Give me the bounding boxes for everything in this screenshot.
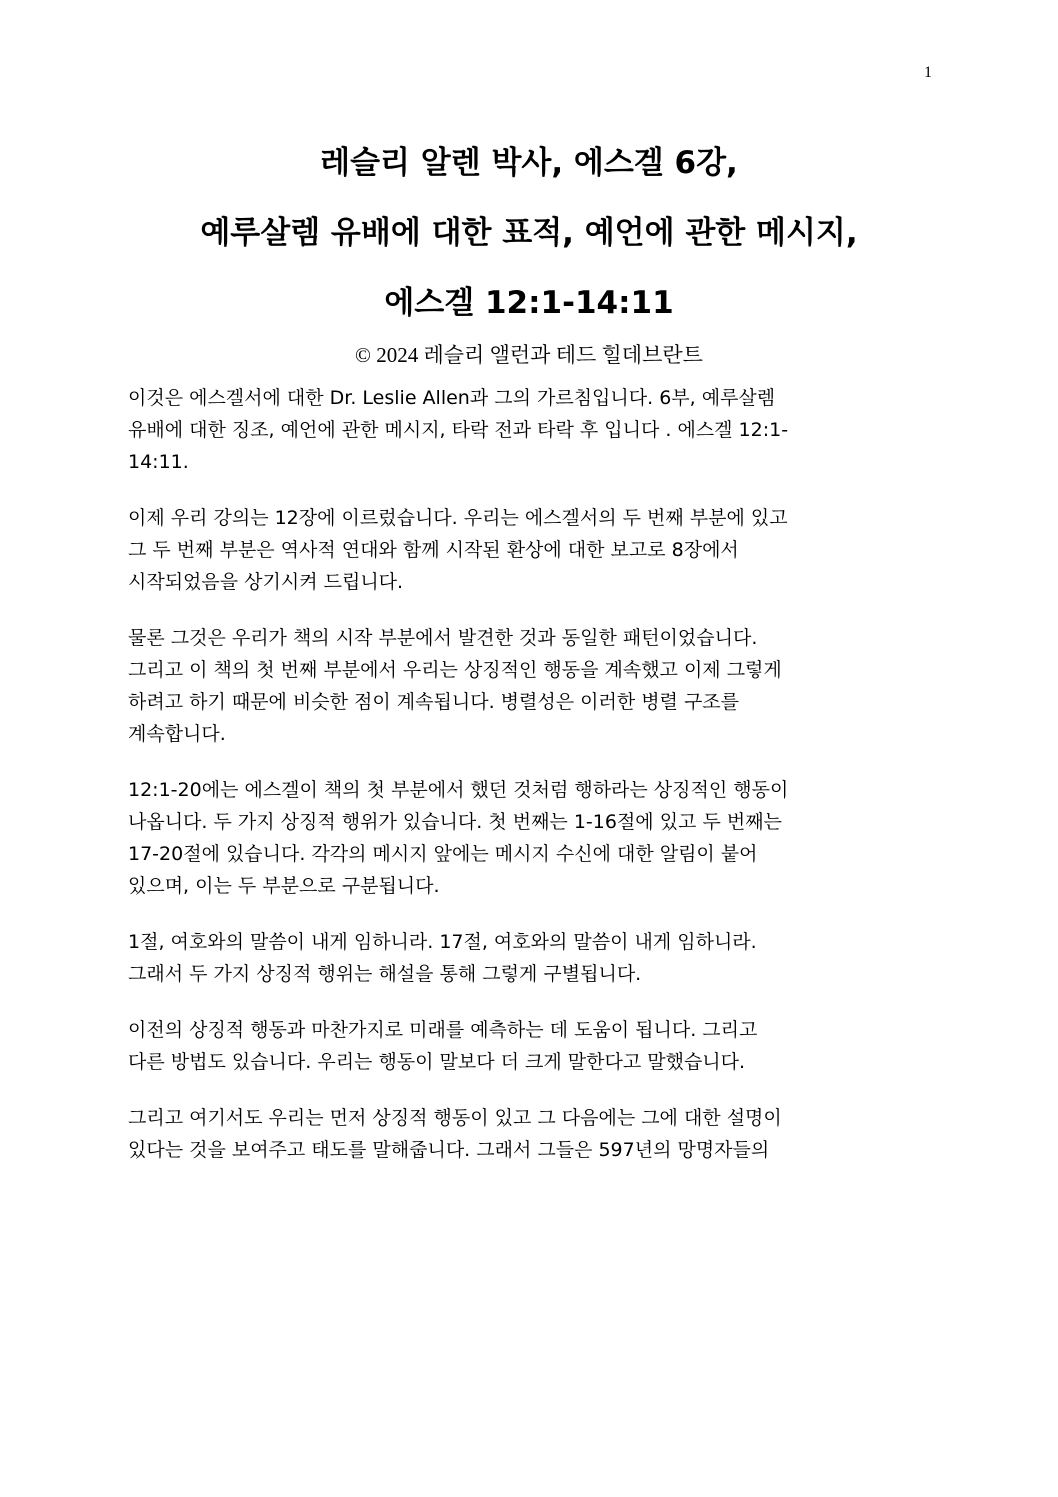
text-line: 물론 그것은 우리가 책의 시작 부분에서 발견한 것과 동일한 패턴이었습니다. xyxy=(128,627,758,649)
text-line: 그리고 이 책의 첫 번째 부분에서 우리는 상징적인 행동을 계속했고 이제 그렇게 xyxy=(128,659,782,681)
text-line: 있다는 것을 보여주고 태도를 말해줍니다. 그래서 그들은 597년의 망명자들의 xyxy=(128,1139,770,1161)
text-line: 그래서 두 가지 상징적 행위는 해설을 통해 그렇게 구별됩니다. xyxy=(128,963,642,985)
text-line: 12:1-20에는 에스겔이 책의 첫 부분에서 했던 것처럼 행하라는 상징적인 행동이 xyxy=(128,779,789,801)
copyright-notice: © 2024 레슬리 앨런과 테드 힐데브란트 xyxy=(355,343,703,367)
text-line: 하려고 하기 때문에 비슷한 점이 계속됩니다. 병렬성은 이러한 병렬 구조를 xyxy=(128,691,740,713)
title-block xyxy=(0,128,1058,370)
text-line: 계속합니다. xyxy=(128,723,226,745)
text-line: 1절, 여호와의 말씀이 내게 임하니라. 17절, 여호와의 말씀이 내게 임하니라. xyxy=(128,931,757,953)
text-line: 그 두 번째 부분은 역사적 연대와 함께 시작된 환상에 대한 보고로 8장에서 xyxy=(128,539,739,561)
document-body xyxy=(128,382,933,1190)
text-line: 나옵니다. 두 가지 상징적 행위가 있습니다. 첫 번째는 1-16절에 있고 두 번째는 xyxy=(128,811,782,833)
text-line: 이전의 상징적 행동과 마찬가지로 미래를 예측하는 데 도움이 됩니다. 그리고 xyxy=(128,1019,758,1041)
title-line-1: 레슬리 알렌 박사, 에스겔 6강, xyxy=(320,145,738,181)
paragraph-2 xyxy=(128,502,933,598)
text-line: 이제 우리 강의는 12장에 이르렀습니다. 우리는 에스겔서의 두 번째 부분에 있고 xyxy=(128,507,788,529)
title-line-3: 에스겔 12:1-14:11 xyxy=(384,285,674,321)
text-line: 14:11. xyxy=(128,451,189,473)
title-line-2: 예루살렘 유배에 대한 표적, 예언에 관한 메시지, xyxy=(200,215,858,251)
text-line: 17-20절에 있습니다. 각각의 메시지 앞에는 메시지 수신에 대한 알림이 붙어 xyxy=(128,843,758,865)
paragraph-7 xyxy=(128,1102,933,1166)
text-line: 있으며, 이는 두 부분으로 구분됩니다. xyxy=(128,875,440,897)
page-number: 1 xyxy=(924,64,932,81)
text-line: 이것은 에스겔서에 대한 Dr. Leslie Allen과 그의 가르침입니다. 6부, 예루살렘 xyxy=(128,387,776,409)
text-line: 다른 방법도 있습니다. 우리는 행동이 말보다 더 크게 말한다고 말했습니다. xyxy=(128,1051,746,1073)
paragraph-6 xyxy=(128,1014,933,1078)
paragraph-1 xyxy=(128,382,933,478)
paragraph-5 xyxy=(128,926,933,990)
paragraph-4 xyxy=(128,774,933,902)
text-line: 시작되었음을 상기시켜 드립니다. xyxy=(128,571,404,593)
paragraph-3 xyxy=(128,622,933,750)
text-line: 그리고 여기서도 우리는 먼저 상징적 행동이 있고 그 다음에는 그에 대한 설명이 xyxy=(128,1107,782,1129)
text-line: 유배에 대한 징조, 예언에 관한 메시지, 타락 전과 타락 후 입니다 . 에스겔 12:1- xyxy=(128,419,789,441)
